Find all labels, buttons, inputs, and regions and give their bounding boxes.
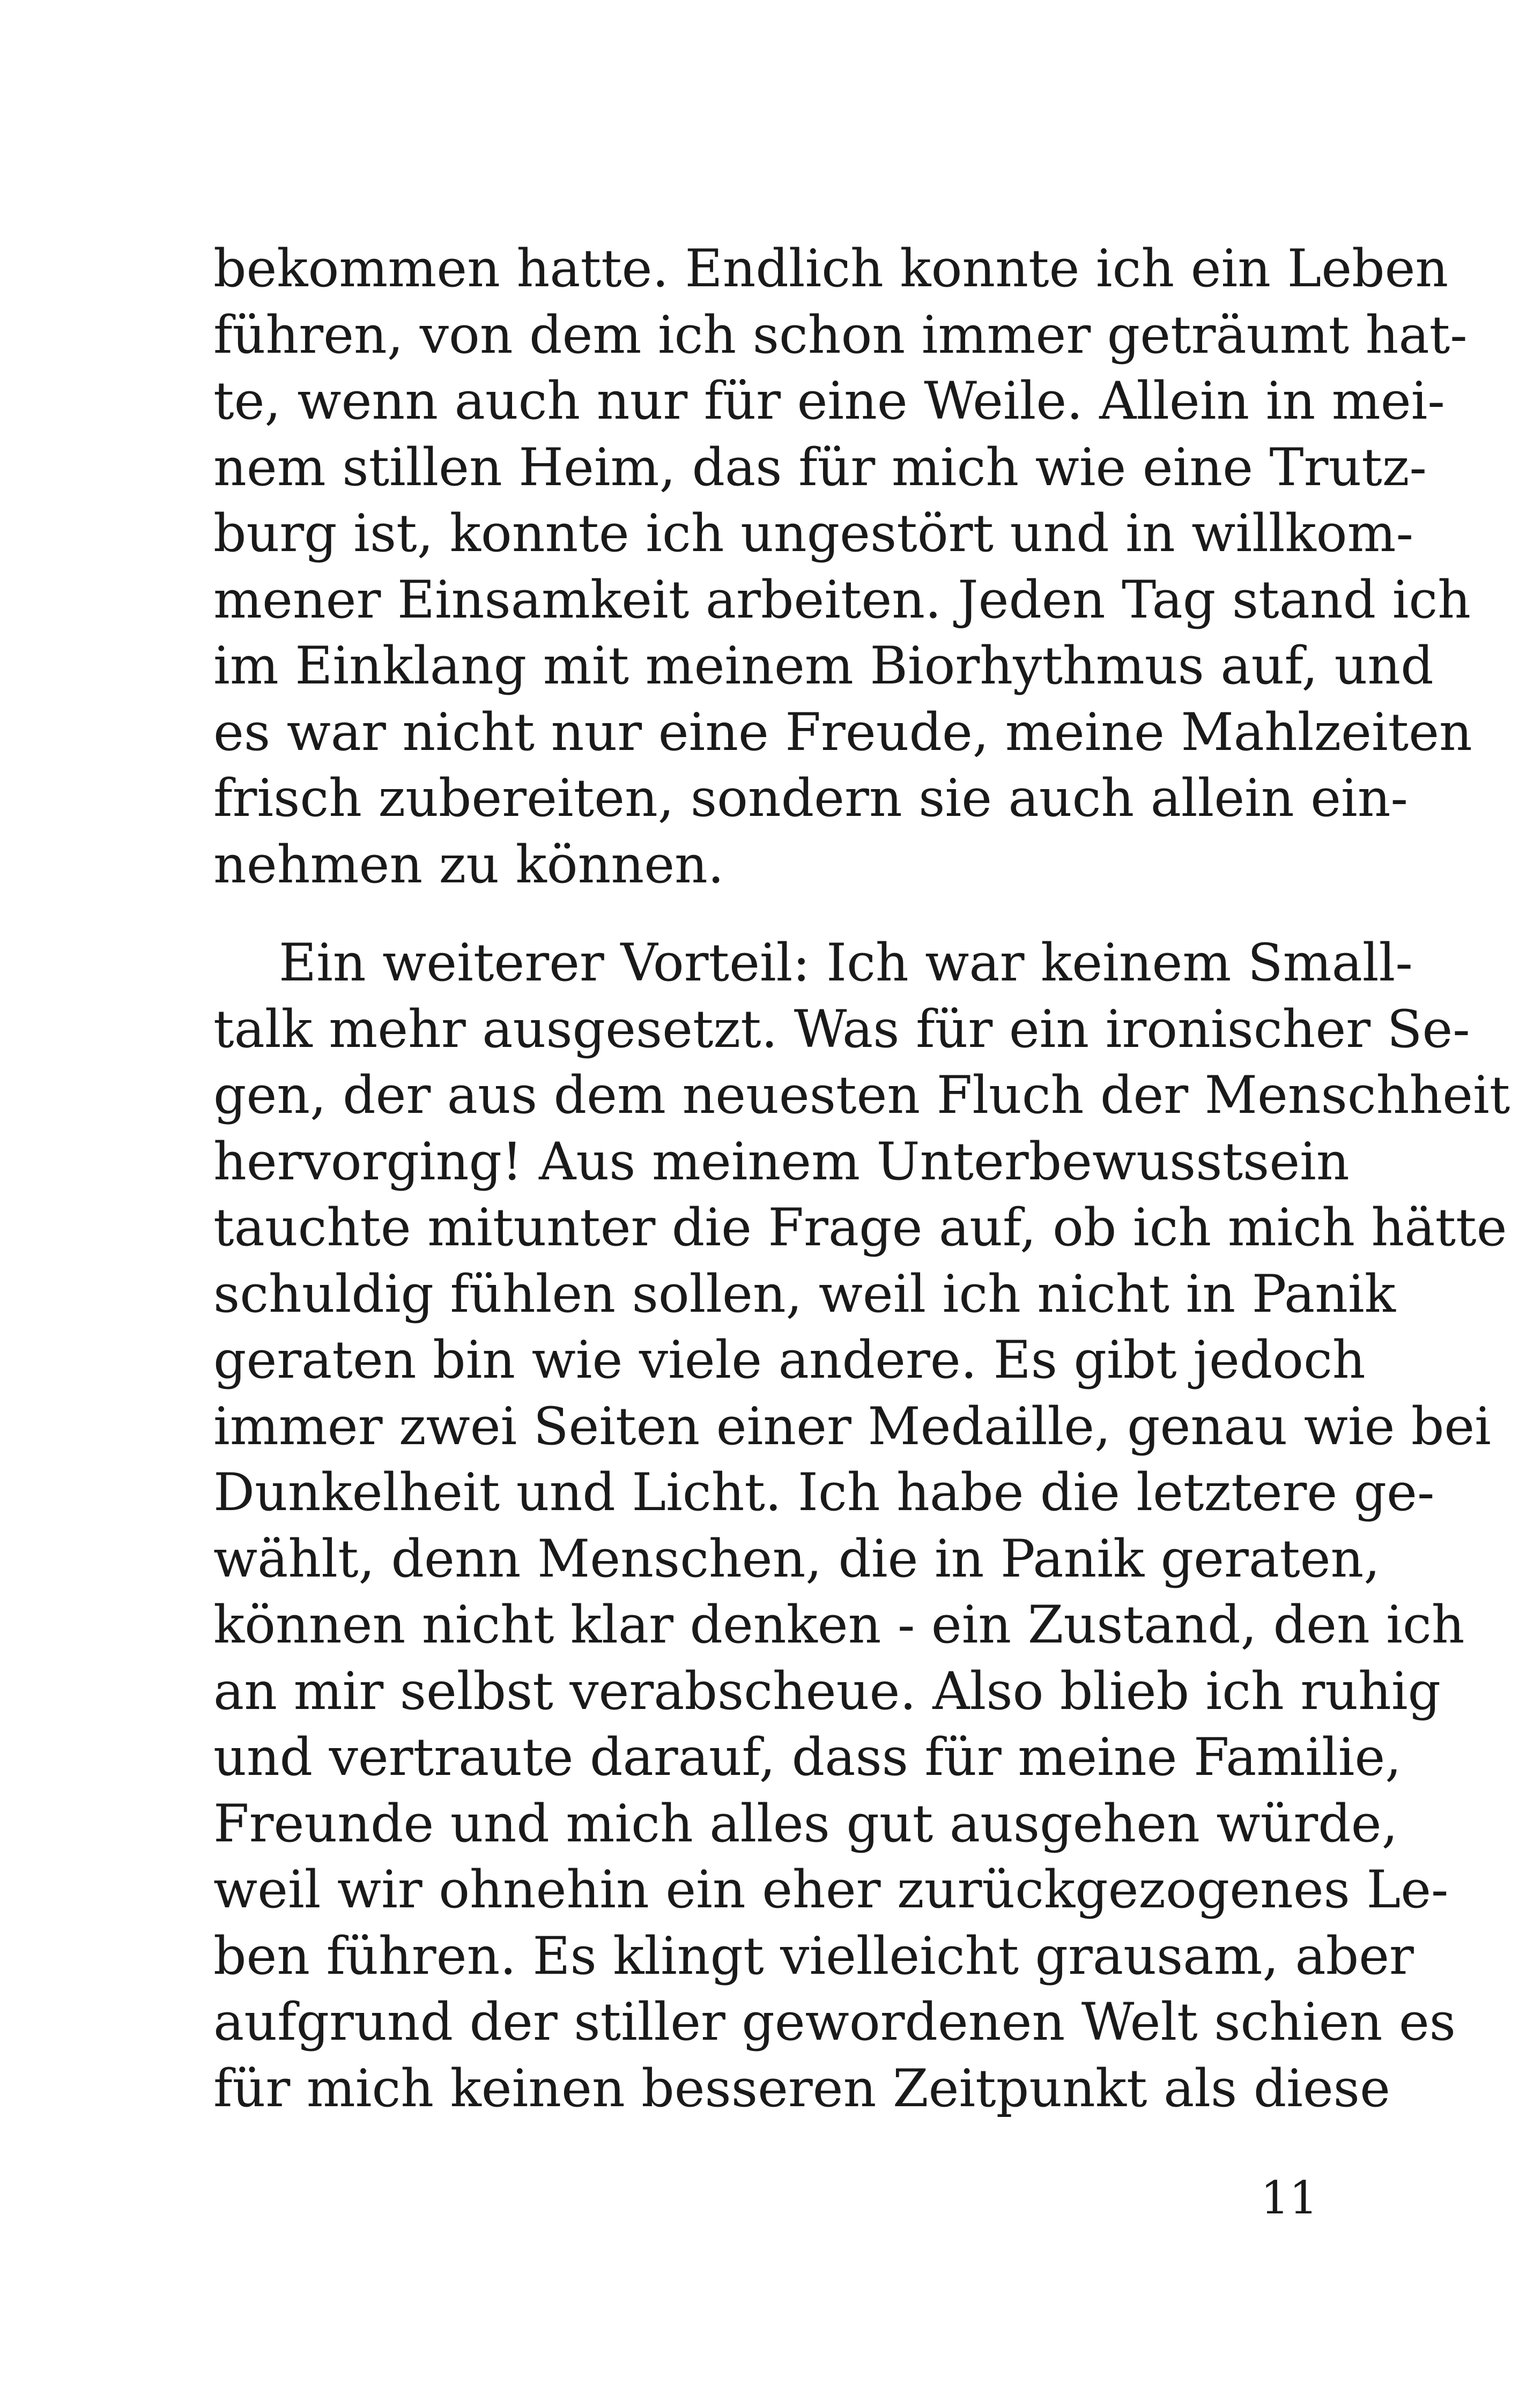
text-line: geraten bin wie viele andere. Es gibt jedoch [213,1330,1366,1390]
paragraph-spacer [213,898,1318,930]
text-line: weil wir ohnehin ein eher zurückgezogenes Le- [213,1860,1449,1920]
text-line: Dunkelheit und Licht. Ich habe die letztere ge- [213,1462,1435,1522]
paragraph [213,236,1472,898]
text-line: Freunde und mich alles gut ausgehen würde, [213,1793,1398,1854]
text-line: nem stillen Heim, das für mich wie eine Trutz- [213,437,1427,497]
body-text [213,236,1510,2122]
text-line: wählt, denn Menschen, die in Panik geraten, [213,1528,1380,1589]
text-line: burg ist, konnte ich ungestört und in willkom- [213,503,1413,563]
text-line: mener Einsamkeit arbeiten. Jeden Tag stand ich [213,569,1471,630]
text-line: immer zwei Seiten einer Medaille, genau wie bei [213,1396,1491,1456]
text-line: aufgrund der stiller gewordenen Welt schien es [213,1992,1456,2052]
text-line: schuldig fühlen sollen, weil ich nicht in Panik [213,1264,1396,1324]
text-line: führen, von dem ich schon immer geträumt hat- [213,304,1468,365]
page-number: 11 [1261,2172,1318,2224]
paragraph [213,930,1510,2122]
text-line: an mir selbst verabscheue. Also blieb ich ruhig [213,1661,1441,1721]
text-line: können nicht klar denken - ein Zustand, den ich [213,1595,1465,1655]
text-line: und vertraute darauf, dass für meine Familie, [213,1727,1402,1787]
text-line: hervorging! Aus meinem Unterbewusstsein [213,1131,1350,1192]
text-line: talk mehr ausgesetzt. Was für ein ironischer Se- [213,999,1470,1059]
text-line: tauchte mitunter die Frage auf, ob ich mich hätte [213,1198,1507,1258]
text-line: nehmen zu können. [213,834,724,895]
text-line: es war nicht nur eine Freude, meine Mahlzeiten [213,702,1472,762]
text-line: te, wenn auch nur für eine Weile. Allein in mei- [213,371,1445,431]
text-line: gen, der aus dem neuesten Fluch der Menschheit [213,1065,1510,1125]
text-line: Ein weiterer Vorteil: Ich war keinem Small- [279,933,1413,993]
text-line: bekommen hatte. Endlich konnte ich ein Leben [213,239,1449,299]
text-line: für mich keinen besseren Zeitpunkt als diese [213,2058,1390,2119]
text-line: frisch zubereiten, sondern sie auch allein ein- [213,768,1408,828]
text-line: im Einklang mit meinem Biorhythmus auf, und [213,636,1434,696]
text-line: ben führen. Es klingt vielleicht grausam, aber [213,1926,1414,1986]
